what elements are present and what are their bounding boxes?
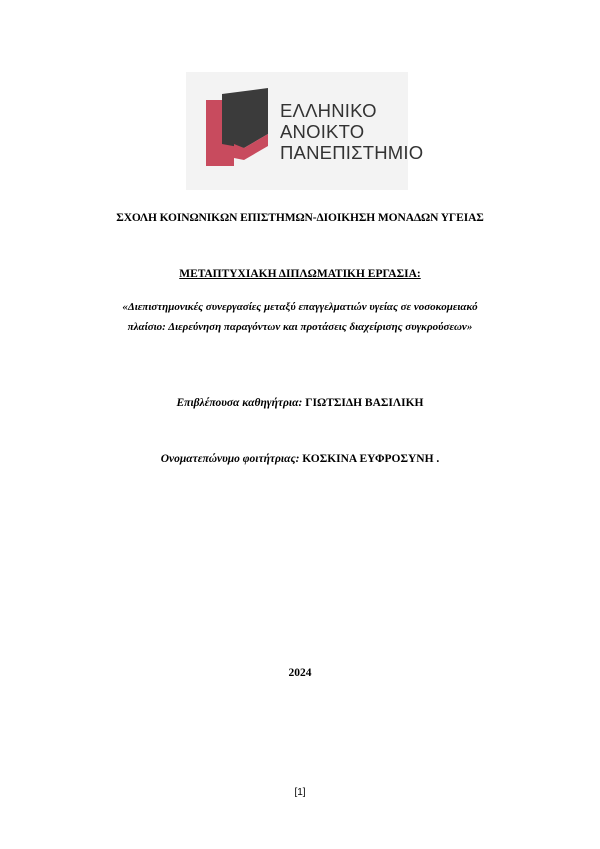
- logo-line-2: ΑΝΟΙΚΤΟ: [280, 121, 365, 142]
- thesis-title-line-2: πλαίσιο: Διερεύνηση παραγόντων και προτάσεις διαχείρισης συγκρούσεων»: [127, 321, 473, 333]
- logo-wordmark: [280, 100, 423, 163]
- supervisor-label: Επιβλέπουσα καθηγήτρια:: [176, 397, 303, 409]
- student-label: Ονοματεπώνυμο φοιτήτριας:: [160, 453, 300, 465]
- university-logo: [186, 72, 424, 190]
- thesis-title-line-1: «Διεπιστημονικές συνεργασίες μεταξύ επαγγελματιών υγείας σε νοσοκομειακό: [122, 301, 478, 313]
- open-book-logo-icon: [204, 86, 284, 170]
- student-name: ΚΟΣΚΙΝΑ ΕΥΦΡΟΣΥΝΗ .: [302, 453, 440, 465]
- supervisor-name: ΓΙΩΤΣΙΔΗ ΒΑΣΙΛΙΚΗ: [305, 397, 424, 409]
- school-name: ΣΧΟΛΗ ΚΟΙΝΩΝΙΚΩΝ ΕΠΙΣΤΗΜΩΝ-ΔΙΟΙΚΗΣΗ ΜΟΝΑΔΩΝ ΥΓΕΙΑΣ: [116, 212, 484, 224]
- page-number: [1]: [294, 787, 306, 798]
- logo-line-1: ΕΛΛΗΝΙΚΟ: [280, 100, 377, 121]
- student-line: [0, 453, 600, 465]
- thesis-type-heading: ΜΕΤΑΠΤΥΧΙΑΚΗ ΔΙΠΛΩΜΑΤΙΚΗ ΕΡΓΑΣΙΑ:: [179, 268, 421, 280]
- supervisor-line: [0, 397, 600, 409]
- thesis-title: [0, 297, 600, 337]
- year: 2024: [288, 667, 312, 679]
- logo-line-3: ΠΑΝΕΠΙΣΤΗΜΙΟ: [280, 142, 424, 163]
